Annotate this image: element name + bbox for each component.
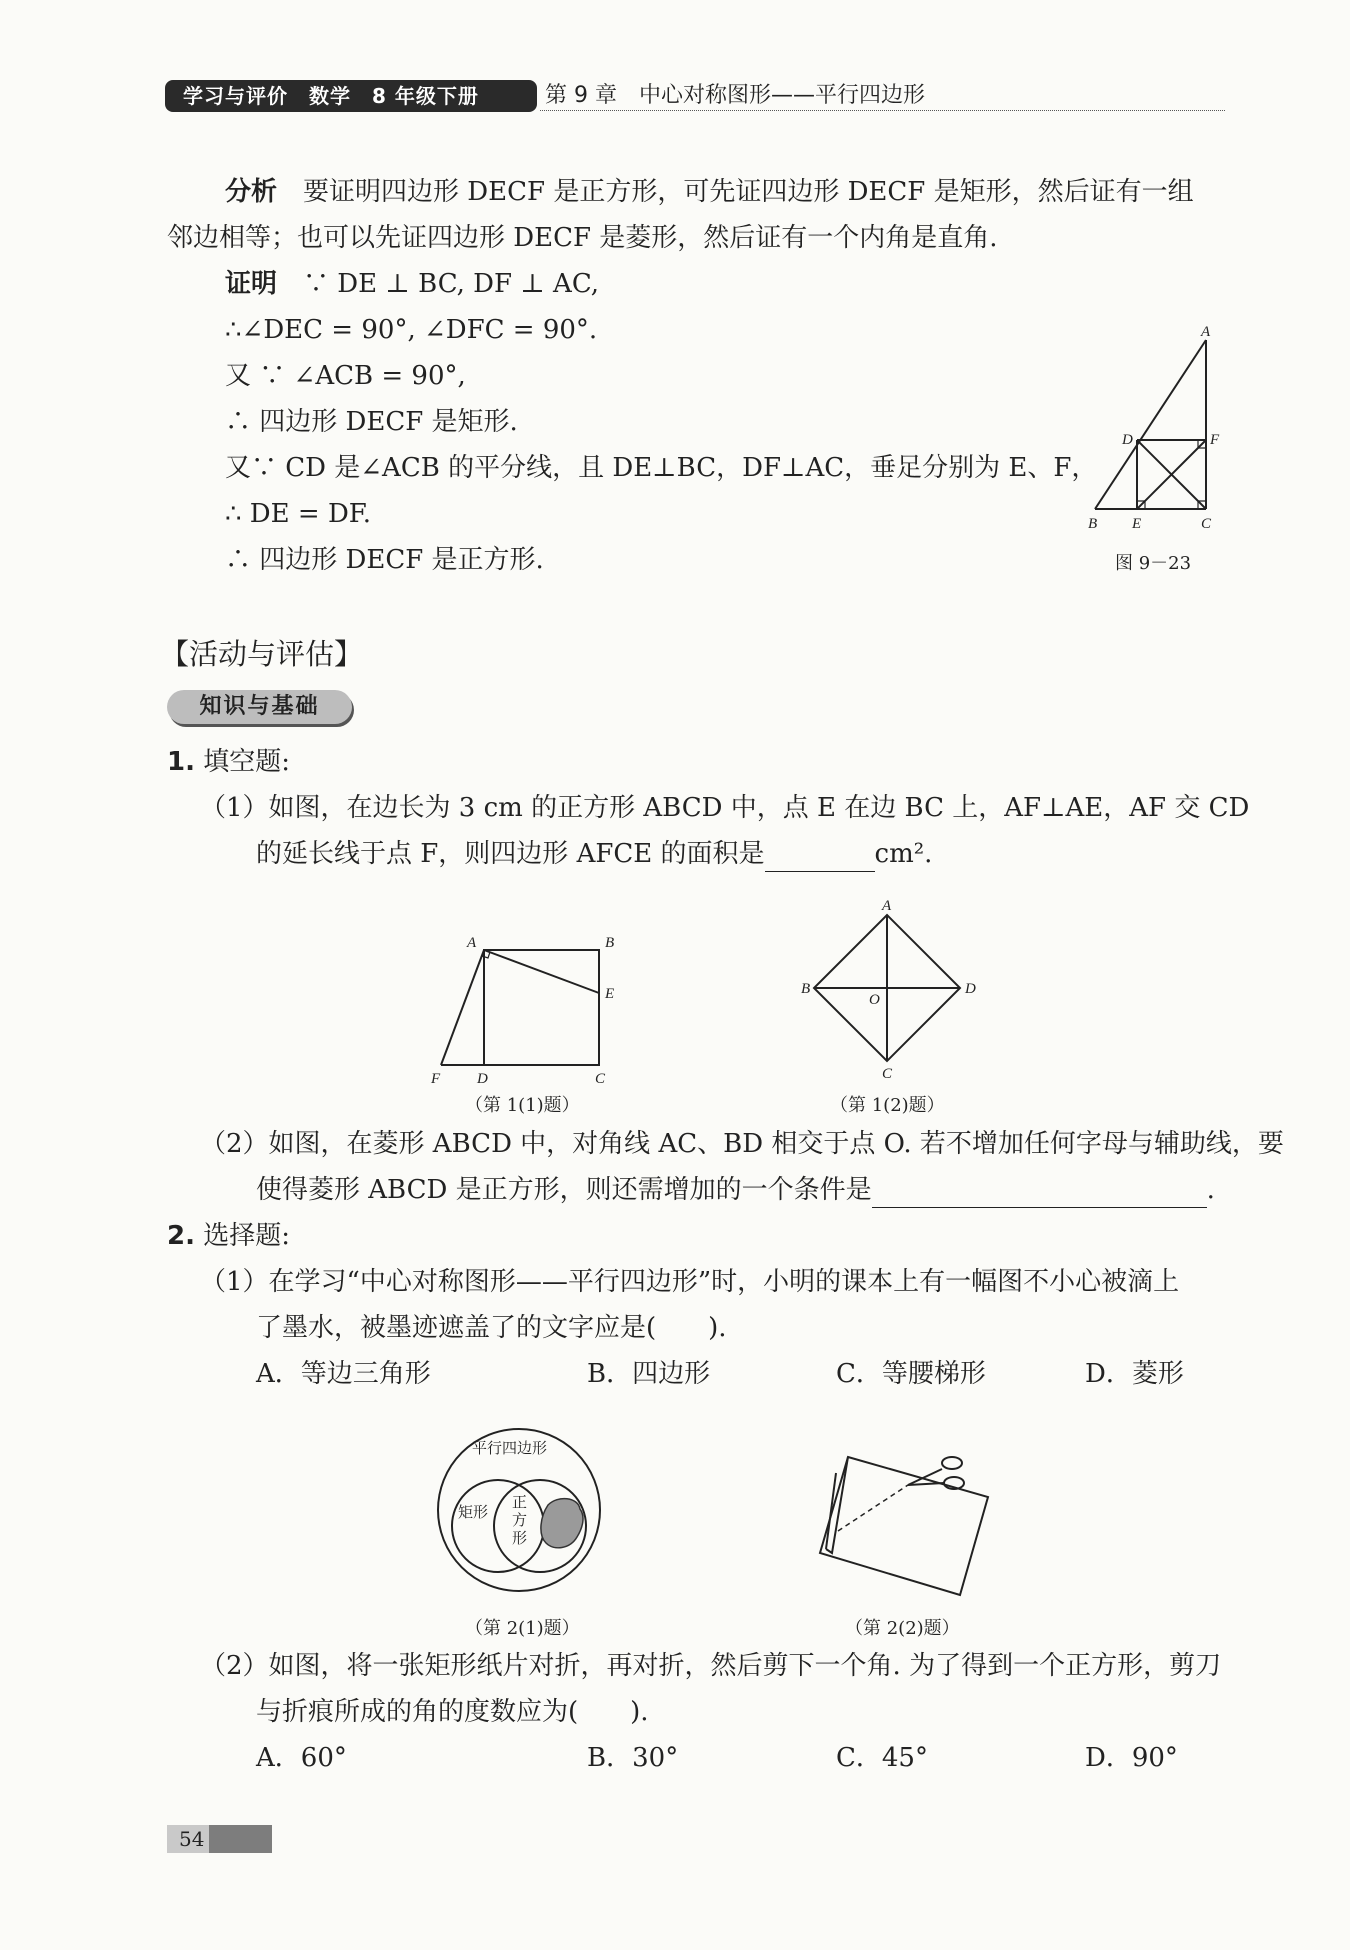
figure-q1-2 bbox=[795, 895, 985, 1090]
figure-q2-2 bbox=[810, 1445, 1000, 1605]
label-o: O bbox=[869, 992, 880, 1008]
figure-q1-1 bbox=[425, 925, 625, 1090]
q1-p1-text: 的延长线于点 F，则四边形 AFCE 的面积是 bbox=[256, 839, 765, 869]
cut-line bbox=[838, 1485, 908, 1531]
label-f: F bbox=[431, 1071, 441, 1087]
proof-line-6: ∴ DE = DF. bbox=[225, 499, 372, 529]
segment-af bbox=[441, 950, 484, 1065]
proof-line-2: ∴∠DEC = 90°, ∠DFC = 90°. bbox=[225, 315, 598, 345]
figure-q2-1-venn bbox=[430, 1425, 610, 1595]
q1-number: 1. bbox=[167, 747, 195, 777]
q2-p2-option-c[interactable]: C．45° bbox=[836, 1743, 928, 1773]
figure-q1-1-caption: （第 1(1)题） bbox=[465, 1095, 580, 1116]
label-c: C bbox=[595, 1071, 606, 1087]
label-c: C bbox=[882, 1066, 893, 1082]
proof-line-4: ∴ 四边形 DECF 是矩形. bbox=[225, 407, 518, 437]
q2-p1-line1: （1）在学习“中心对称图形——平行四边形”时，小明的课本上有一幅图不小心被滴上 bbox=[200, 1267, 1180, 1297]
proof-line-3: 又 ∵ ∠ACB = 90°, bbox=[225, 361, 466, 391]
scissors-handle-1 bbox=[942, 1457, 962, 1469]
label-b: B bbox=[1088, 516, 1098, 532]
label-d: D bbox=[965, 981, 976, 997]
circle-rectangle bbox=[452, 1480, 544, 1572]
label-d: D bbox=[1122, 432, 1133, 448]
q1-p2-answer-blank[interactable] bbox=[872, 1181, 1207, 1208]
q2-heading bbox=[167, 1218, 290, 1254]
label-f: F bbox=[1210, 432, 1220, 448]
q1-p2-end: . bbox=[1206, 1175, 1215, 1205]
segment-ae bbox=[484, 950, 599, 993]
square-abcd bbox=[484, 950, 599, 1065]
q1-p1-answer-blank[interactable] bbox=[765, 845, 875, 872]
q2-p1-option-c[interactable]: C．等腰梯形 bbox=[836, 1359, 986, 1389]
q2-p2-line1: （2）如图，将一张矩形纸片对折，再对折，然后剪下一个角. 为了得到一个正方形，剪刀 bbox=[200, 1651, 1222, 1681]
q1-title: 填空题: bbox=[203, 747, 290, 777]
q1-p2-line2 bbox=[256, 1172, 1215, 1208]
venn-right-char-3: 形 bbox=[512, 1529, 528, 1547]
q1-p1-line2 bbox=[256, 836, 932, 872]
side-ab bbox=[1095, 340, 1206, 509]
figure-9-23-caption: 图 9－23 bbox=[1115, 553, 1192, 574]
label-a: A bbox=[882, 898, 892, 914]
q2-p2-option-b[interactable]: B．30° bbox=[587, 1743, 679, 1773]
q2-p2-option-a[interactable]: A．60° bbox=[256, 1743, 347, 1773]
proof-text-1: ∵ DE ⊥ BC, DF ⊥ AC, bbox=[303, 269, 600, 299]
section-subtitle-badge: 知识与基础 bbox=[167, 690, 352, 724]
q2-title: 选择题: bbox=[203, 1221, 290, 1251]
q1-p1-unit: cm². bbox=[874, 839, 933, 869]
header-rule bbox=[540, 110, 1225, 111]
label-e: E bbox=[605, 986, 615, 1002]
label-d: D bbox=[477, 1071, 488, 1087]
q2-number: 2. bbox=[167, 1221, 195, 1251]
proof-line-7: ∴ 四边形 DECF 是正方形. bbox=[225, 545, 544, 575]
venn-outer-label: 平行四边形 bbox=[472, 1439, 548, 1457]
venn-right-char-1: 正 bbox=[512, 1493, 528, 1511]
q2-p1-option-d[interactable]: D．菱形 bbox=[1085, 1359, 1184, 1389]
venn-left-label: 矩形 bbox=[458, 1503, 489, 1521]
label-b: B bbox=[605, 935, 615, 951]
proof-label: 证明 bbox=[225, 269, 278, 299]
q2-p1-line2: 了墨水，被墨迹遮盖了的文字应是( ). bbox=[256, 1313, 727, 1343]
q1-p2-line1: （2）如图，在菱形 ABCD 中，对角线 AC、BD 相交于点 O. 若不增加任何字母与辅助线，要 bbox=[200, 1129, 1284, 1159]
q2-p1-option-b[interactable]: B．四边形 bbox=[587, 1359, 711, 1389]
proof-line-5: 又∵ CD 是∠ACB 的平分线，且 DE⊥BC，DF⊥AC，垂足分别为 E、F， bbox=[225, 453, 1098, 483]
figure-q1-2-caption: （第 1(2)题） bbox=[830, 1095, 945, 1116]
label-e: E bbox=[1132, 516, 1142, 532]
q2-p1-option-a[interactable]: A．等边三角形 bbox=[256, 1359, 431, 1389]
figure-9-23 bbox=[1080, 318, 1240, 536]
figure-q2-2-caption: （第 2(2)题） bbox=[845, 1618, 960, 1639]
analysis-text-1: 要证明四边形 DECF 是正方形，可先证四边形 DECF 是矩形，然后证有一组 bbox=[303, 177, 1194, 207]
label-a: A bbox=[1201, 324, 1211, 340]
q2-p2-option-d[interactable]: D．90° bbox=[1085, 1743, 1178, 1773]
page-number: 54 bbox=[167, 1825, 272, 1853]
label-c: C bbox=[1201, 516, 1212, 532]
figure-q2-1-caption: （第 2(1)题） bbox=[465, 1618, 580, 1639]
section-title: 【活动与评估】 bbox=[160, 637, 364, 671]
header-chapter-title: 第 9 章 中心对称图形——平行四边形 bbox=[545, 83, 925, 108]
header-book-title: 学习与评价 数学 8 年级下册 bbox=[165, 80, 537, 112]
q1-p2-text: 使得菱形 ABCD 是正方形，则还需增加的一个条件是 bbox=[256, 1175, 872, 1205]
q1-heading bbox=[167, 744, 290, 780]
q2-p2-line2: 与折痕所成的角的度数应为( ). bbox=[256, 1697, 649, 1727]
label-b: B bbox=[801, 981, 811, 997]
q1-p1-line1: （1）如图，在边长为 3 cm 的正方形 ABCD 中，点 E 在边 BC 上，AF⊥AE，AF 交 CD bbox=[200, 793, 1250, 823]
analysis-line-1 bbox=[225, 174, 1194, 210]
analysis-label: 分析 bbox=[225, 177, 278, 207]
ink-blot-icon bbox=[541, 1499, 583, 1548]
venn-right-char-2: 方 bbox=[512, 1511, 528, 1529]
analysis-line-2: 邻边相等；也可以先证四边形 DECF 是菱形，然后证有一个内角是直角. bbox=[167, 223, 998, 253]
label-a: A bbox=[467, 935, 477, 951]
paper-fold-edge bbox=[826, 1457, 848, 1553]
proof-line-1 bbox=[225, 266, 599, 302]
